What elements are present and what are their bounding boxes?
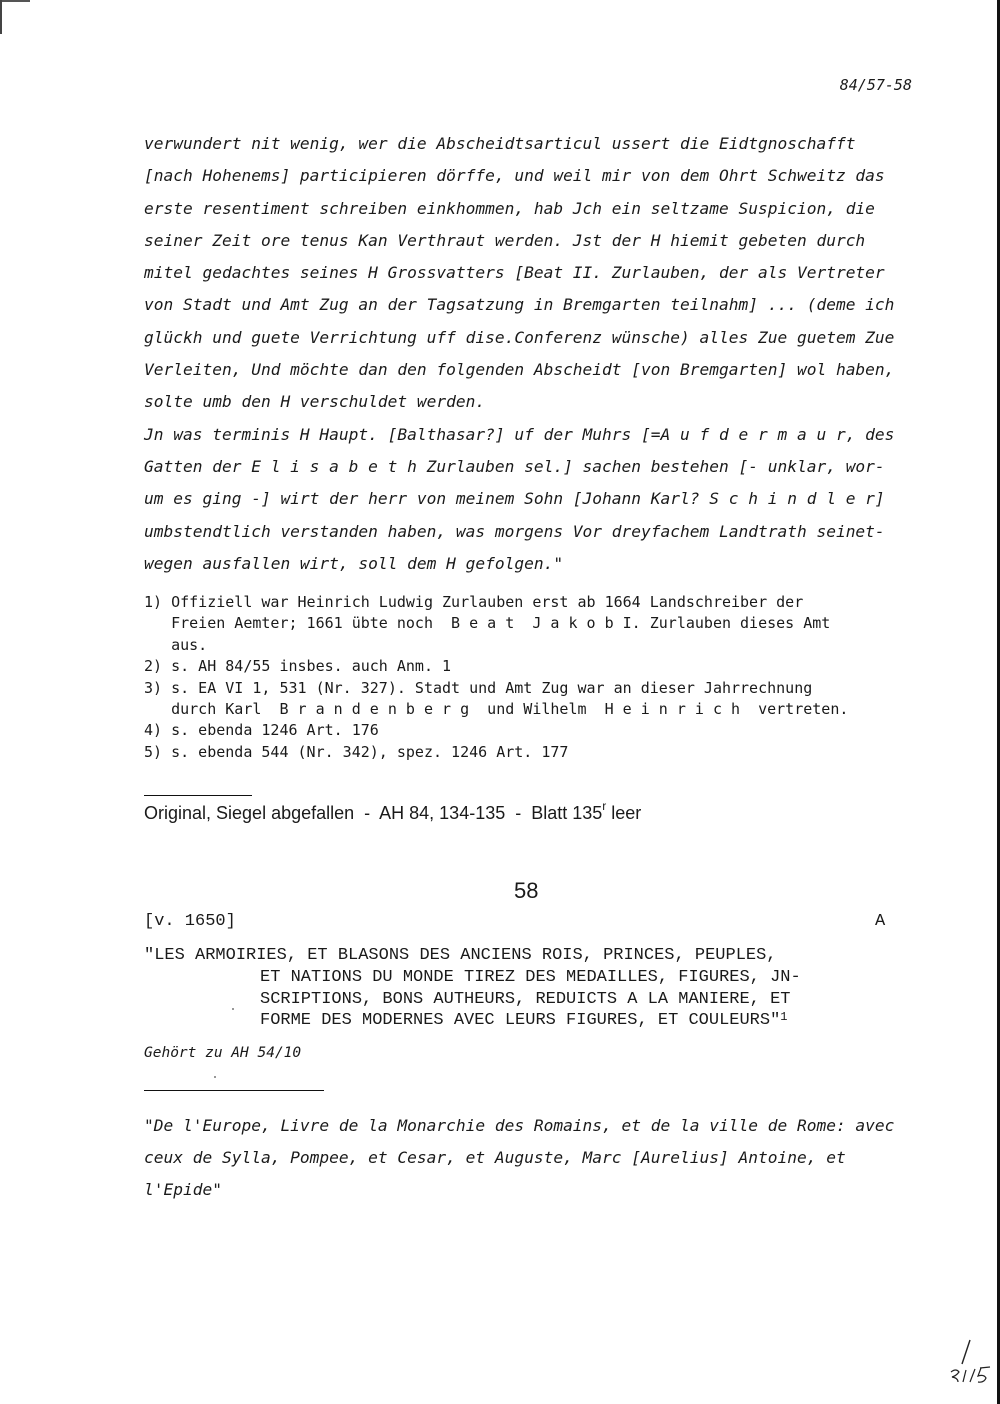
title-line: "LES ARMOIRIES, ET BLASONS DES ANCIENS ROIS, PRINCES, PEUPLES, bbox=[144, 946, 777, 965]
source-text: Original, Siegel abgefallen - AH 84, 134-135 - Blatt 135 bbox=[144, 803, 603, 823]
text-line: von Stadt und Amt Zug an der Tagsatzung in Bremgarten teilnahm] ... (deme ich bbox=[144, 295, 895, 315]
text-line: wegen ausfallen wirt, soll dem H gefolgen." bbox=[144, 553, 564, 573]
text-line: seiner Zeit ore tenus Kan Verthraut werden. Jst der H hiemit gebeten durch bbox=[144, 230, 866, 250]
scan-speck bbox=[214, 1076, 216, 1078]
title-line: ET NATIONS DU MONDE TIREZ DES MEDAILLES, FIGURES, JN- bbox=[260, 967, 801, 987]
text-line: erste resentiment schreiben einkhommen, hab Jch ein seltzame Suspicion, die bbox=[144, 198, 875, 218]
belongs-to-note: Gehört zu AH 54/10 bbox=[144, 1045, 302, 1061]
quote-text bbox=[144, 1110, 934, 1206]
document-variant: A bbox=[875, 912, 886, 931]
footnote-line: aus. bbox=[144, 635, 208, 654]
document-number: 58 bbox=[514, 878, 539, 903]
handwritten-folio-mark bbox=[948, 1338, 993, 1383]
text-line: solte umb den H verschuldet werden. bbox=[144, 392, 486, 412]
text-line: Gatten der E l i s a b e t h Zurlauben sel.] sachen bestehen [- unklar, wor- bbox=[144, 456, 885, 476]
footnotes bbox=[144, 592, 944, 763]
document-date: [v. 1650] bbox=[144, 912, 236, 931]
title-line-last bbox=[144, 1010, 934, 1032]
text-line: verwundert nit wenig, wer die Abscheidtsarticul ussert die Eidtgnoschafft bbox=[144, 134, 856, 153]
footnote-line: durch Karl B r a n d e n b e r g und Wilhelm H e i n r i c h vertreten. bbox=[144, 699, 849, 718]
quote-line: ceux de Sylla, Pompee, et Cesar, et Auguste, Marc [Aurelius] Antoine, et bbox=[144, 1148, 846, 1167]
title-footnote-marker: 1 bbox=[780, 1010, 788, 1025]
quote-line: l'Epide" bbox=[144, 1180, 222, 1199]
text-line: [nach Hohenems] participieren dörffe, und weil mir von dem Ohrt Schweitz das bbox=[144, 166, 885, 186]
text-line: mitel gedachtes seines H Grossvatters [Beat II. Zurlauben, der als Vertreter bbox=[144, 263, 885, 283]
scan-speck bbox=[232, 1008, 234, 1010]
footnote-line: 2) s. AH 84/55 insbes. auch Anm. 1 bbox=[144, 657, 452, 676]
footnote-line: 1) Offiziell war Heinrich Ludwig Zurlauben erst ab 1664 Landschreiber der bbox=[144, 593, 804, 611]
title-line: SCRIPTIONS, BONS AUTHEURS, REDUICTS A LA MANIERE, ET bbox=[260, 989, 791, 1009]
main-letter-text bbox=[144, 128, 934, 580]
source-note bbox=[144, 799, 642, 824]
text-line: glückh und guete Verrichtung uff dise.Conferenz wünsche) alles Zue guetem Zue bbox=[144, 327, 895, 347]
quote-line: "De l'Europe, Livre de la Monarchie des Romains, et de la ville de Rome: avec bbox=[144, 1116, 895, 1135]
footnote-line: 3) s. EA VI 1, 531 (Nr. 327). Stadt und Amt Zug war an dieser Jahrrechnung bbox=[144, 678, 813, 697]
text-line: Jn was terminis H Haupt. [Balthasar?] uf der Muhrs [=A u f d e r m a u r, des bbox=[144, 424, 895, 444]
source-suffix: leer bbox=[606, 803, 642, 823]
title-line-text: FORME DES MODERNES AVEC LEURS FIGURES, ET COULEURS" bbox=[260, 1011, 781, 1031]
text-line: um es ging -] wirt der herr von meinem Sohn [Johann Karl? S c h i n d l e r] bbox=[144, 489, 885, 509]
source-superscript: r bbox=[602, 799, 607, 813]
text-line: Verleiten, Und möchte dan den folgenden Abscheidt [von Bremgarten] wol haben, bbox=[144, 360, 895, 380]
page-reference: 84/57-58 bbox=[839, 76, 912, 94]
text-line: umbstendtlich verstanden haben, was morgens Vor dreyfachem Landtrath seinet- bbox=[144, 521, 885, 541]
footnote-line: Freien Aemter; 1661 übte noch B e a t J a k o b I. Zurlauben dieses Amt bbox=[144, 614, 831, 633]
footnote-line: 5) s. ebenda 544 (Nr. 342), spez. 1246 Art. 177 bbox=[144, 742, 569, 761]
separator-rule bbox=[144, 795, 252, 796]
footnote-line: 4) s. ebenda 1246 Art. 176 bbox=[144, 721, 379, 740]
scan-edge-top bbox=[0, 0, 30, 2]
scan-edge-corner bbox=[0, 0, 2, 34]
separator-rule bbox=[144, 1090, 324, 1091]
document-title bbox=[144, 945, 934, 1032]
